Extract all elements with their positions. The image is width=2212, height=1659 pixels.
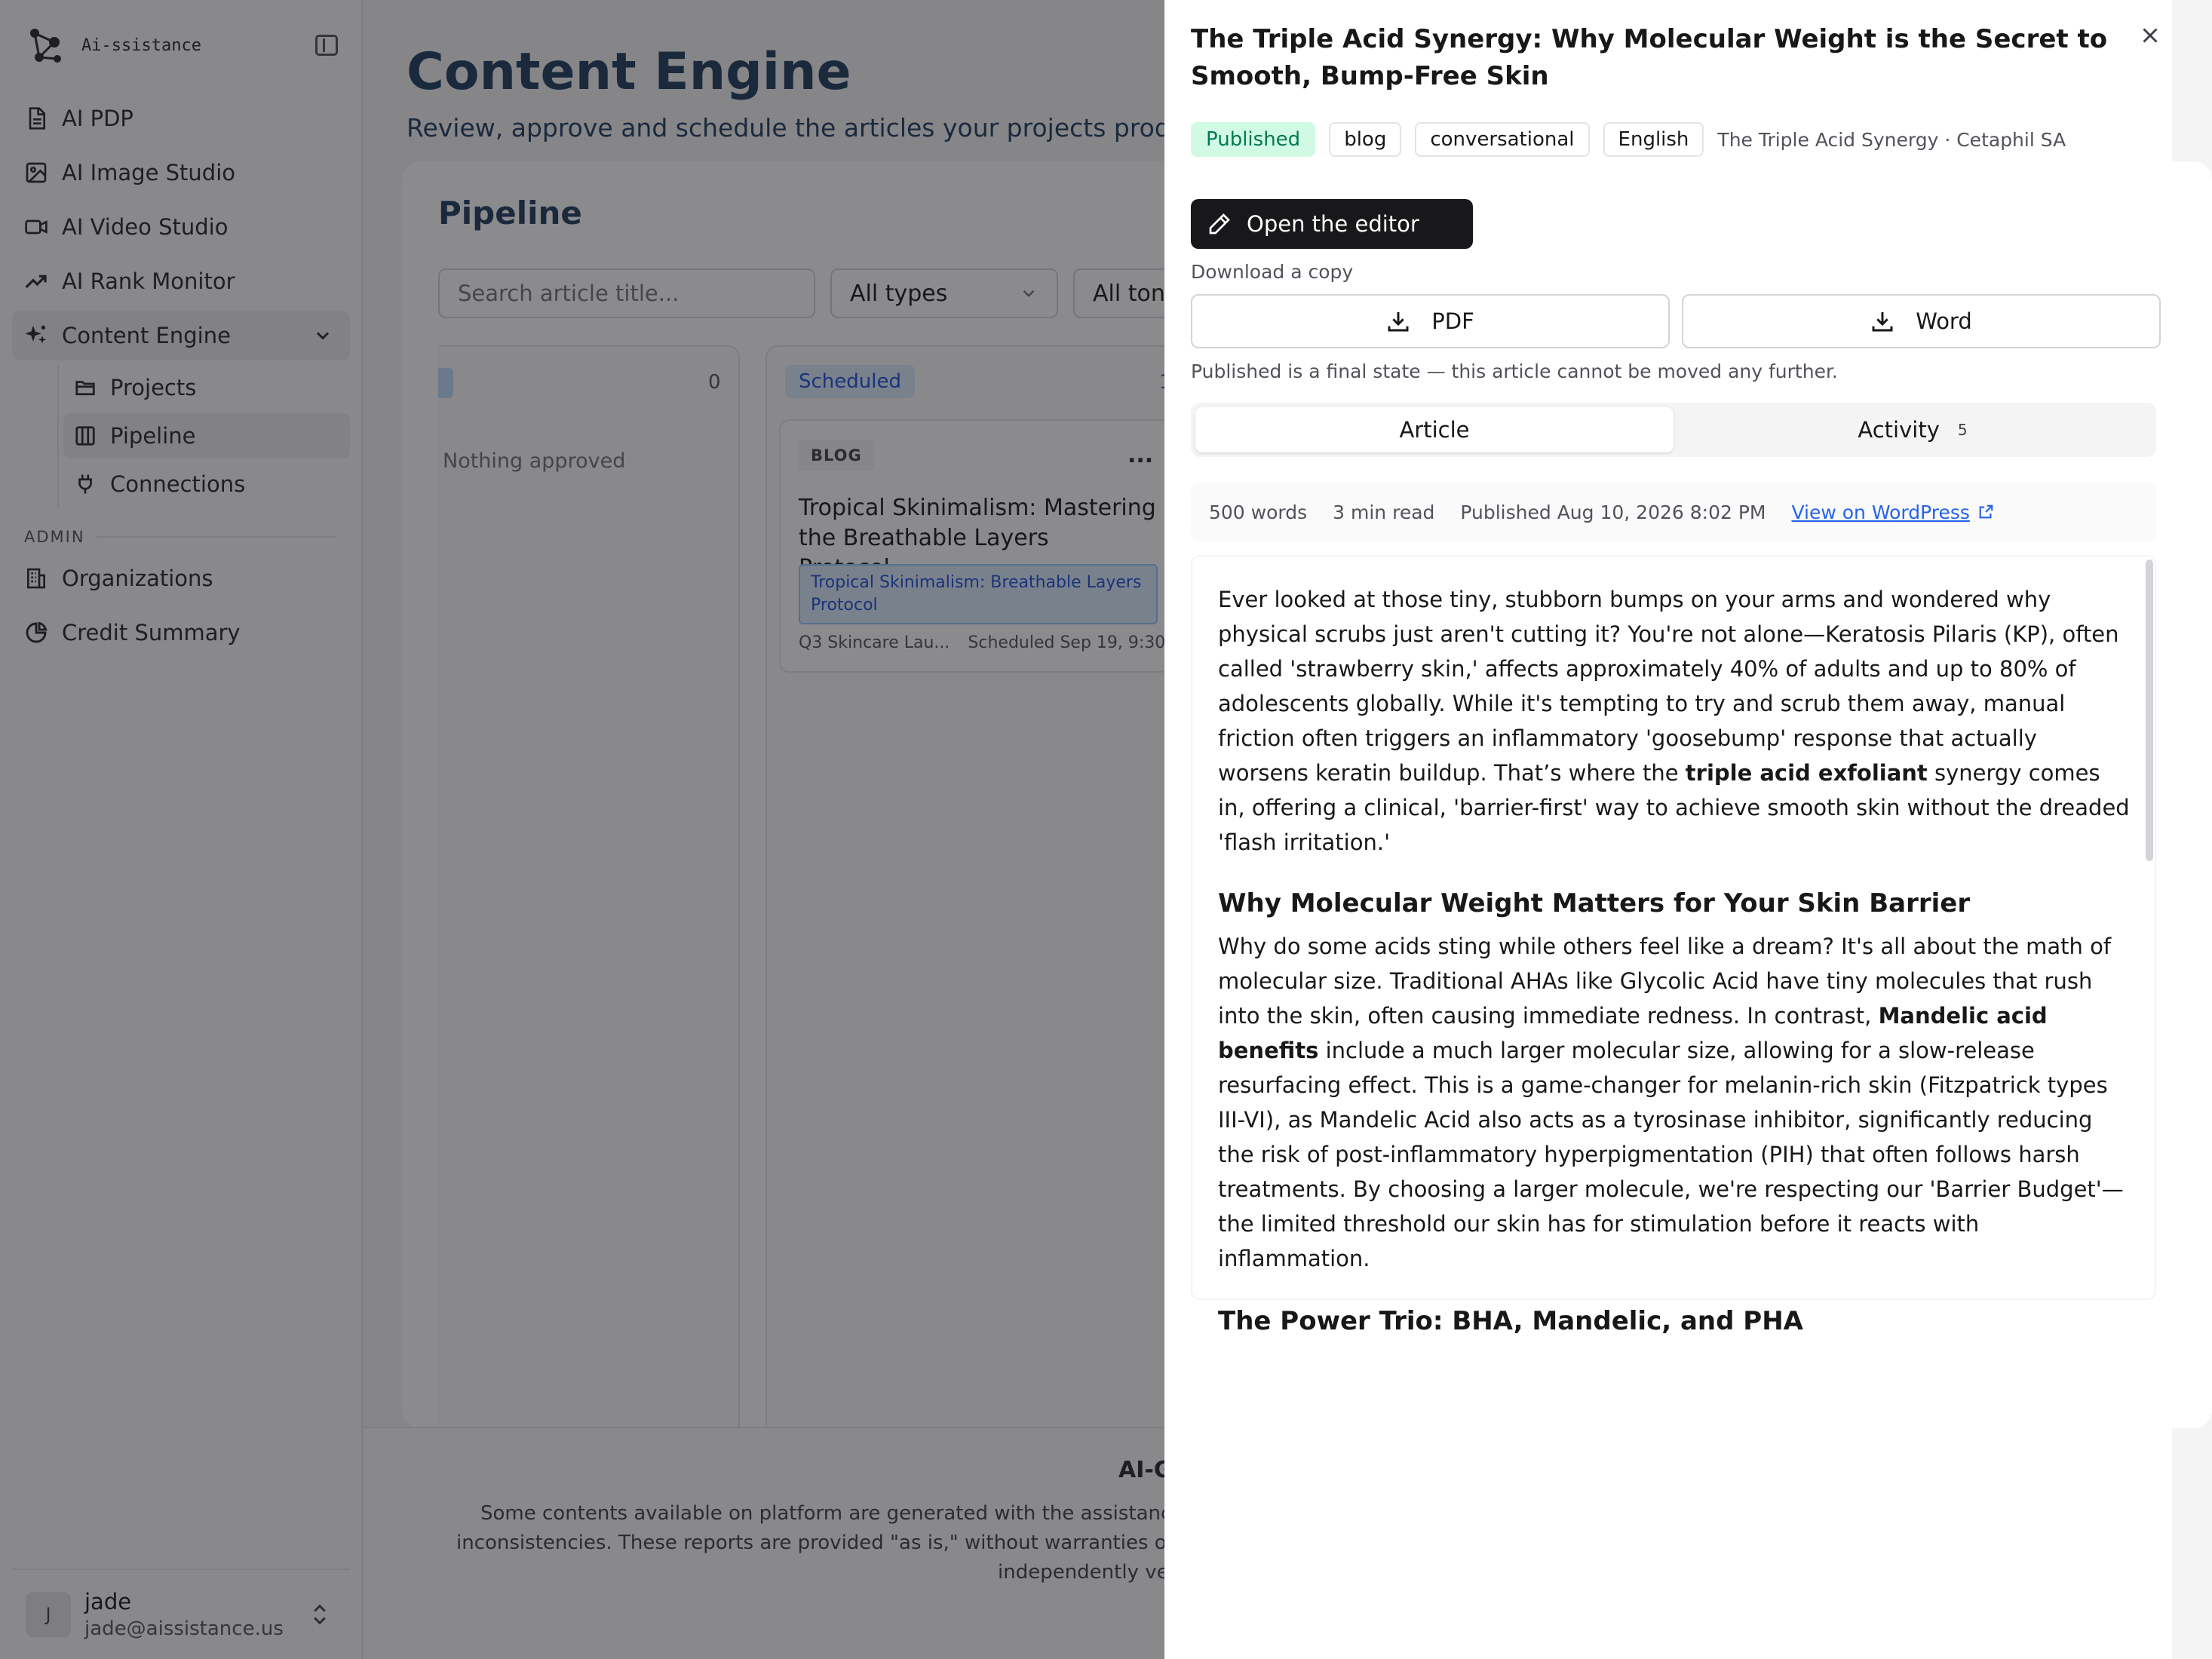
download-icon — [1386, 309, 1410, 333]
word-count: 500 words — [1209, 501, 1308, 523]
text-run: Why do some acids sting while others feel like a dream? It's all about the math of molecular size. Traditional AHAs like Glycolic Acid have tiny molecules that rush into the skin, often causing immediate redness. In contrast, — [1218, 934, 2112, 1029]
text-run: include a much larger molecular size, allowing for a slow-release resurfacing effect. This is a game-changer for melanin-rich skin (Fitzpatrick types III-VI), as Mandelic Acid also acts as a tyrosinase inhibitor, significantly reducing the risk of post-inflammatory hyperpigmentation (PIH) that often follows harsh treatments. By choosing a larger molecule, we're respecting our 'Barrier Budget'—the limited threshold our skin has for stimulation before it reacts with inflammation. — [1218, 1038, 2124, 1271]
tab-label: Article — [1399, 417, 1470, 443]
drawer-title: The Triple Acid Synergy: Why Molecular Weight is the Secret to Smooth, Bump-Free Skin — [1191, 24, 2108, 91]
article-heading: Why Molecular Weight Matters for Your Skin Barrier — [1218, 888, 1971, 918]
download-pdf-button[interactable] — [1191, 294, 1670, 348]
wordpress-link-label: View on WordPress — [1791, 501, 1970, 523]
published-date: Published Aug 10, 2026 8:02 PM — [1460, 501, 1766, 523]
article-heading: The Power Trio: BHA, Mandelic, and PHA — [1218, 1306, 1803, 1336]
article-paragraph — [1218, 582, 2131, 860]
open-editor-label: Open the editor — [1247, 211, 1419, 237]
tab-activity[interactable] — [1674, 407, 2152, 452]
view-on-wordpress-link[interactable] — [1791, 501, 1993, 523]
text-bold: Mandelic acid benefits — [1218, 1003, 2048, 1063]
article-stats — [1191, 483, 2156, 541]
download-pdf-label: PDF — [1431, 308, 1474, 334]
article-detail-drawer — [1164, 0, 2172, 1659]
external-link-icon — [1977, 504, 1994, 520]
download-word-button[interactable] — [1682, 294, 2161, 348]
open-editor-button[interactable] — [1191, 199, 1473, 249]
article-badges — [1191, 122, 2066, 157]
status-badge: Published — [1191, 122, 1315, 157]
tab-article[interactable] — [1195, 407, 1674, 452]
article-body — [1218, 582, 2131, 1336]
project-meta: The Triple Acid Synergy · Cetaphil SA — [1717, 128, 2066, 151]
article-preview[interactable] — [1191, 555, 2156, 1336]
type-badge: blog — [1329, 122, 1401, 157]
download-label: Download a copy — [1191, 261, 1354, 283]
text-run: synergy comes in, offering a clinical, 'barrier-first' way to achieve smooth skin without the dreaded 'flash irritation.' — [1218, 760, 2130, 855]
close-icon[interactable] — [2137, 23, 2163, 48]
article-paragraph — [1218, 929, 2131, 1276]
article-scrollbar[interactable] — [2146, 560, 2153, 861]
activity-count-badge: 5 — [1957, 421, 1968, 439]
language-badge: English — [1603, 122, 1704, 157]
pencil-icon — [1207, 212, 1232, 236]
download-icon — [1870, 309, 1894, 333]
final-state-note: Published is a final state — this article cannot be moved any further. — [1191, 360, 1838, 382]
tone-badge: conversational — [1415, 122, 1589, 157]
download-word-label: Word — [1916, 308, 1972, 334]
text-run: Ever looked at those tiny, stubborn bumps on your arms and wondered why physical scrubs just aren't cutting it? You're not alone—Keratosis Pilaris (KP), often called 'strawberry skin,' affects approximately 40% of adults and up to 80% of adolescents globally. While it's tempting to try and scrub them away, manual friction often triggers an inflammatory 'goosebump' response that actually worsens keratin buildup. That’s where the — [1218, 587, 2119, 786]
tab-label: Activity — [1858, 417, 1940, 443]
drawer-tabs — [1191, 403, 2156, 457]
read-time: 3 min read — [1333, 501, 1435, 523]
text-bold: triple acid exfoliant — [1685, 760, 1928, 786]
